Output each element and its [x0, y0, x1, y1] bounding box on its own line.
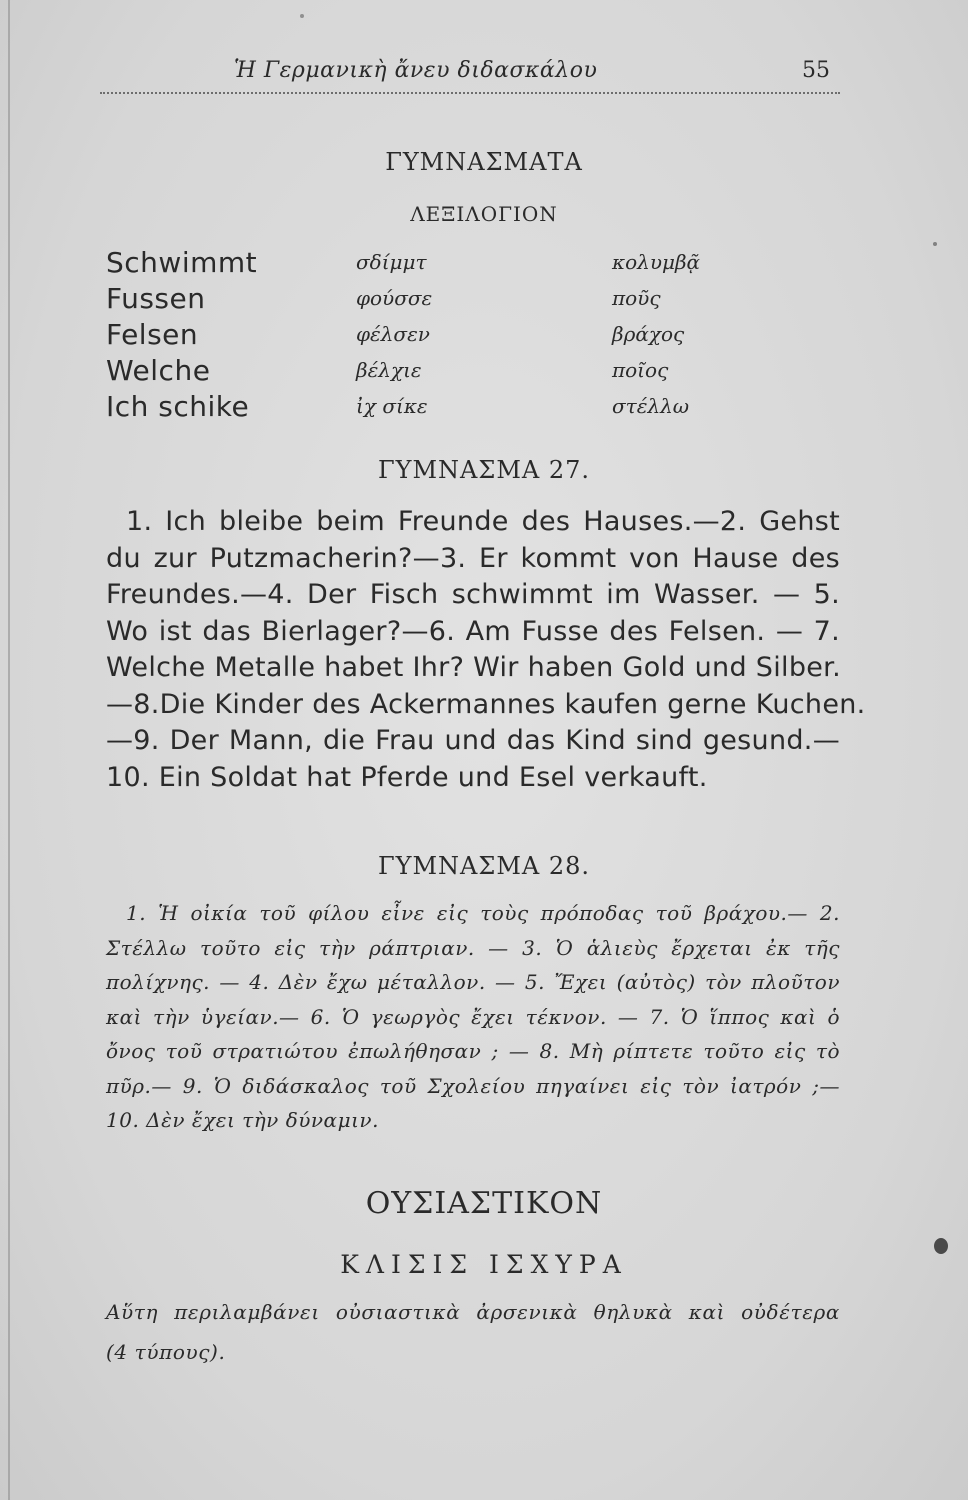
text-line: 10. Δὲν ἔχει τὴν δύναμιν. [106, 1108, 379, 1132]
text-line: —9. Der Mann, die Frau und das Kind sind gesund.— [106, 725, 840, 756]
vocab-german: Ich schike [106, 390, 250, 423]
text-line: Wo ist das Bierlager?—6. Am Fusse des Felsen. — 7. [106, 615, 840, 647]
vocab-greek: ποῦς [612, 286, 661, 310]
declension-heading: ΚΛΙΣΙΣ ΙΣΧΥΡΑ [340, 1250, 628, 1279]
text-line: 10. Ein Soldat hat Pferde und Esel verkauft. [106, 761, 708, 793]
page-number: 55 [802, 58, 830, 83]
vocab-german: Schwimmt [106, 246, 258, 279]
exercise-28-text [106, 896, 840, 1138]
text-line: Αὕτη περιλαμβάνει οὐσιαστικὰ ἀρσενικὰ θηλυκὰ καὶ οὐδέτερα [106, 1300, 840, 1324]
text-line: 1. Ich bleibe beim Freunde des Hauses.—2. Gehst [126, 506, 840, 537]
vocab-pronunciation: ἰχ σίκε [356, 394, 428, 418]
section-heading: ΓΥΜΝΑΣΜΑΤΑ [385, 148, 583, 176]
vocab-row [106, 354, 826, 390]
header-rule [100, 92, 840, 94]
vocab-greek: ποῖος [612, 358, 669, 382]
text-line: πολίχνης. — 4. Δὲν ἔχω μέταλλον. — 5. Ἔχει (αὐτὸς) τὸν πλοῦτον [106, 970, 840, 994]
vocabulary-table [106, 246, 826, 426]
vocab-german: Felsen [106, 318, 199, 351]
exercise-28-heading: ΓΥΜΝΑΣΜΑ 28. [377, 852, 591, 880]
text-line: Στέλλω τοῦτο εἰς τὴν ράπτριαν. — 3. Ὁ ἁλιεὺς ἔρχεται ἐκ τῆς [106, 935, 840, 960]
text-line: du zur Putzmacherin?—3. Er kommt von Hause des [106, 542, 840, 574]
ink-spot [300, 14, 304, 18]
vocab-greek: βράχος [612, 322, 685, 346]
text-line: 1. Ἡ οἰκία τοῦ φίλου εἶνε εἰς τοὺς πρόποδας τοῦ βράχου.— 2. [126, 901, 840, 925]
text-line: ὄνος τοῦ στρατιώτου ἐπωλήθησαν ; — 8. Μὴ ρίπτετε τοῦτο εἰς τὸ [106, 1039, 840, 1063]
vocab-pronunciation: φέλσεν [356, 322, 430, 346]
exercise-27-text [106, 504, 866, 796]
ink-spot [933, 242, 937, 246]
noun-intro-text [106, 1292, 840, 1372]
vocab-german: Welche [106, 354, 211, 387]
text-line: (4 τύπους). [106, 1340, 226, 1364]
vocab-greek: στέλλω [612, 394, 690, 418]
exercise-27-heading: ΓΥΜΝΑΣΜΑ 27. [377, 456, 591, 484]
text-line: Welche Metalle habet Ihr? Wir haben Gold und Silber. [106, 652, 841, 683]
text-line: καὶ τὴν ὑγείαν.— 6. Ὁ γεωργὸς ἔχει τέκνον. — 7. Ὁ ἵππος καὶ ὁ [106, 1004, 840, 1029]
noun-heading: ΟΥΣΙΑΣΤΙΚΟΝ [365, 1186, 603, 1221]
vocab-german: Fussen [106, 282, 206, 315]
lexicon-heading: ΛΕΞΙΛΟΓΙΟΝ [410, 202, 558, 226]
text-line: —8.Die Kinder des Ackermannes kaufen gerne Kuchen. [106, 688, 866, 720]
text-line: Freundes.—4. Der Fisch schwimmt im Wasser. — 5. [106, 579, 840, 610]
vocab-greek: κολυμβᾷ [612, 250, 701, 274]
text-line: πῦρ.— 9. Ὁ διδάσκαλος τοῦ Σχολείου πηγαίνει εἰς τὸν ἰατρόν ;— [106, 1073, 840, 1098]
vocab-pronunciation: βέλχιε [356, 358, 422, 382]
vocab-row [106, 318, 826, 354]
vocab-row [106, 390, 826, 426]
vocab-row [106, 282, 826, 318]
running-title: Ἡ Γερμανικὴ ἄνευ διδασκάλου [234, 58, 598, 83]
vocab-pronunciation: φούσσε [356, 286, 433, 310]
ink-spot [934, 1238, 948, 1254]
vocab-pronunciation: σδίμμτ [356, 250, 427, 274]
vocab-row [106, 246, 826, 282]
running-header [100, 58, 840, 92]
